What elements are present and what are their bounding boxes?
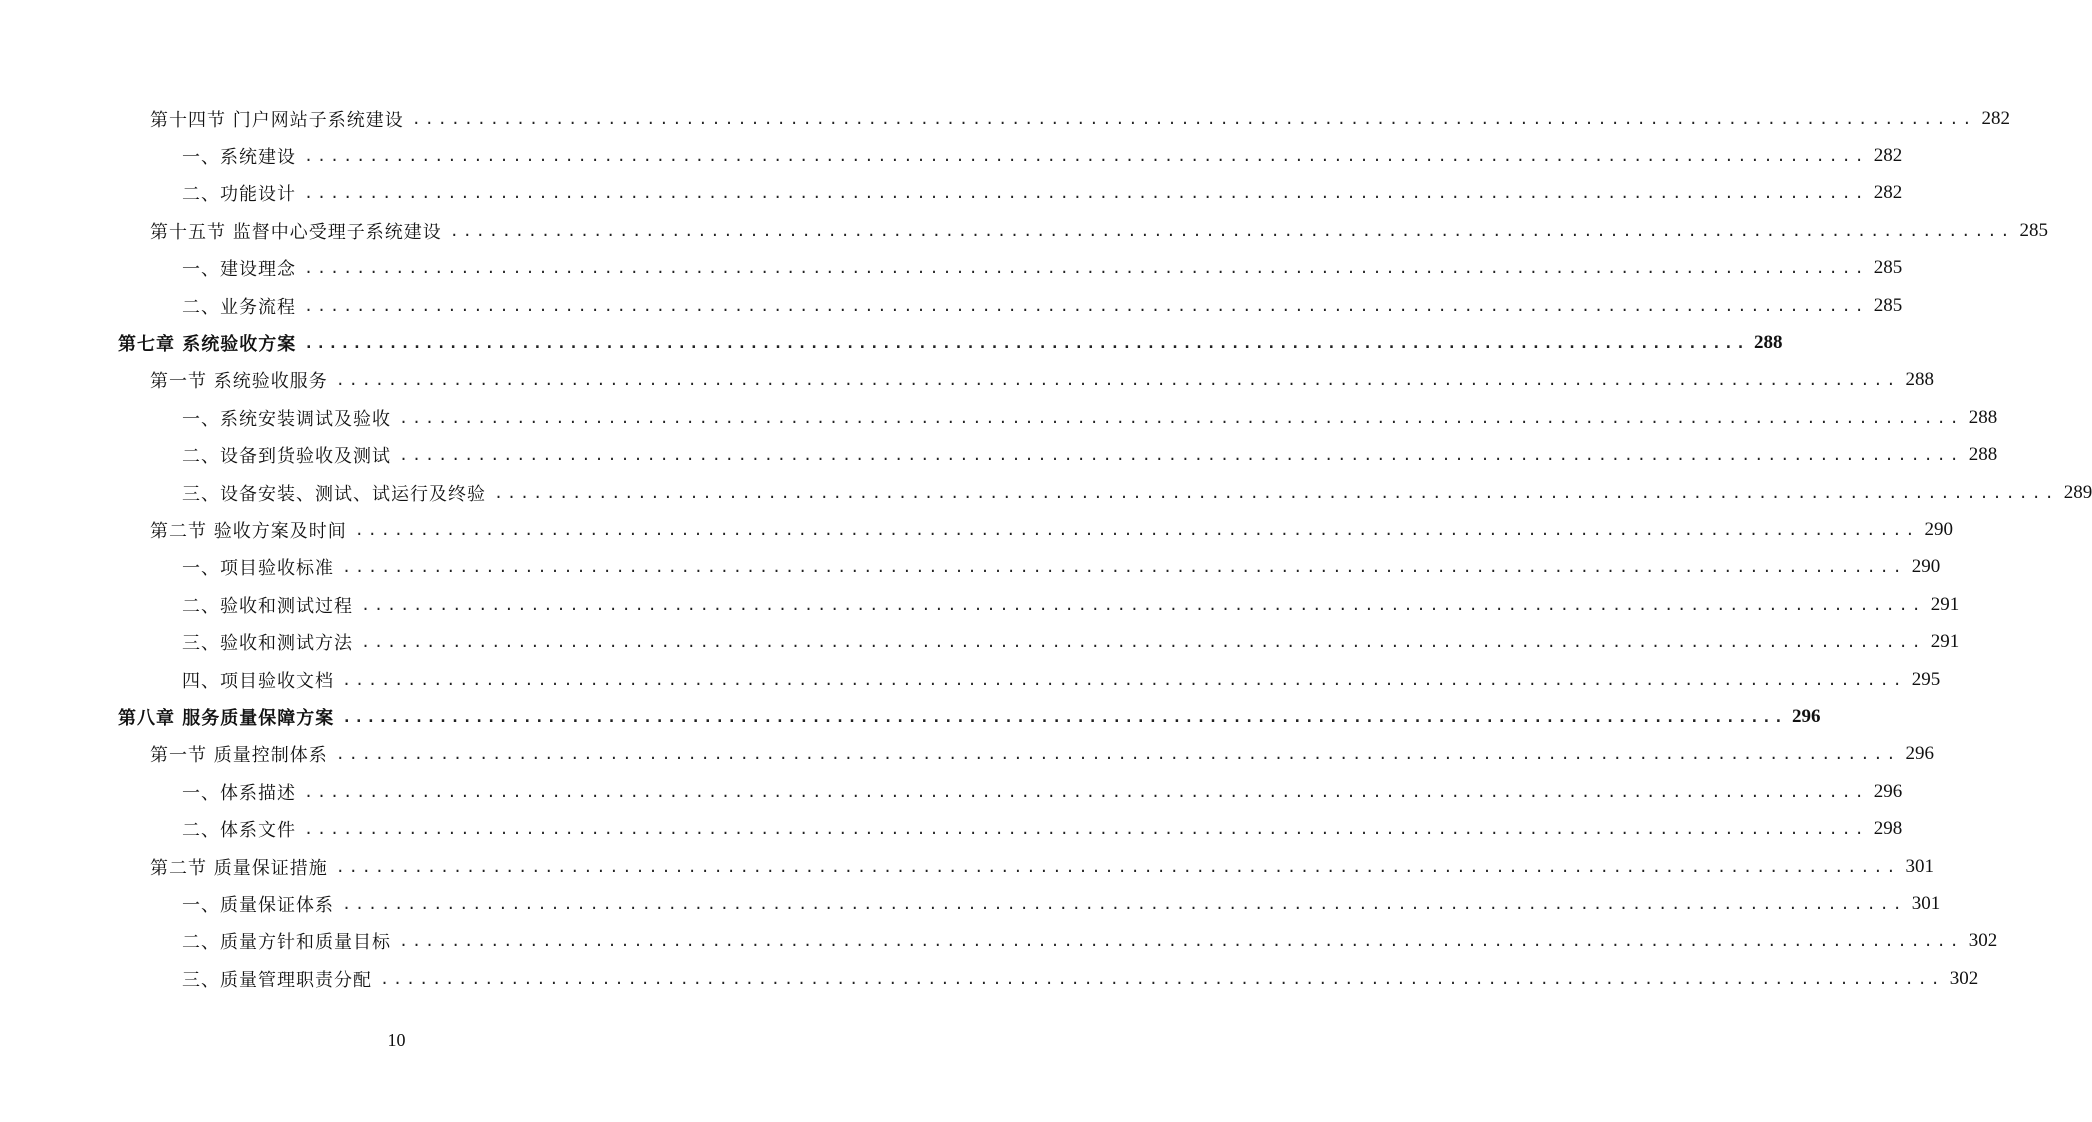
toc-entry[interactable]: [0, 250, 1903, 287]
toc-entry-page: 282: [1873, 182, 1903, 204]
toc-leader-dots: ........................................................................................................................: [342, 707, 1786, 726]
toc-entry-title: 一、系统建设: [182, 147, 296, 169]
toc-entry[interactable]: [0, 437, 1998, 474]
toc-entry[interactable]: [0, 960, 1979, 997]
toc-entry-title: 一、体系描述: [182, 782, 296, 804]
toc-entry-page: 295: [1911, 668, 1941, 690]
toc-leader-dots: ........................................................................................................................: [399, 446, 1963, 465]
toc-entry-title: 四、项目验收文档: [182, 670, 334, 692]
toc-leader-dots: ........................................................................................................................: [399, 408, 1963, 427]
toc-entry[interactable]: [0, 100, 2010, 137]
toc-entry-title: 第一节 质量控制体系: [150, 745, 328, 767]
toc-entry-page: 290: [1911, 556, 1941, 578]
toc-entry[interactable]: [0, 175, 1903, 212]
toc-entry-page: 282: [1981, 107, 2010, 129]
toc-entry[interactable]: [0, 511, 1953, 548]
table-of-contents: [0, 100, 2092, 997]
toc-leader-dots: ........................................................................................................................: [361, 633, 1925, 652]
toc-leader-dots: ........................................................................................................................: [335, 371, 1900, 390]
toc-entry-page: 288: [1968, 444, 1998, 466]
toc-entry-title: 第一节 系统验收服务: [150, 371, 328, 393]
toc-leader-dots: ........................................................................................................................: [354, 520, 1919, 539]
toc-leader-dots: ........................................................................................................................: [335, 745, 1900, 764]
toc-entry-title: 三、验收和测试方法: [182, 633, 353, 655]
toc-entry[interactable]: [0, 773, 1903, 810]
toc-leader-dots: ........................................................................................................................: [304, 184, 1868, 203]
toc-entry[interactable]: [0, 885, 1941, 922]
toc-leader-dots: ........................................................................................................................: [399, 932, 1963, 951]
toc-entry-page: 290: [1924, 518, 1953, 540]
toc-leader-dots: ........................................................................................................................: [304, 259, 1868, 278]
toc-entry[interactable]: [0, 698, 1821, 735]
toc-entry-page: 288: [1753, 332, 1783, 354]
toc-entry-title: 二、功能设计: [182, 184, 296, 206]
page-number: 10: [387, 1030, 406, 1050]
toc-leader-dots: ........................................................................................................................: [335, 857, 1900, 876]
toc-entry-title: 二、业务流程: [182, 296, 296, 318]
toc-entry-title: 一、建设理念: [182, 259, 296, 281]
toc-entry[interactable]: [0, 661, 1941, 698]
toc-leader-dots: ........................................................................................................................: [380, 969, 1944, 988]
toc-entry-page: 302: [1968, 930, 1998, 952]
toc-entry-title: 第二节 验收方案及时间: [150, 520, 347, 542]
toc-entry-title: 二、质量方针和质量目标: [182, 932, 391, 954]
toc-leader-dots: ........................................................................................................................: [304, 782, 1868, 801]
toc-entry[interactable]: [0, 848, 1934, 885]
toc-entry-title: 第十四节 门户网站子系统建设: [150, 109, 404, 131]
toc-entry-page: 288: [1968, 406, 1998, 428]
toc-entry[interactable]: [0, 736, 1934, 773]
toc-entry-page: 301: [1905, 855, 1934, 877]
toc-entry[interactable]: [0, 137, 1903, 174]
toc-entry[interactable]: [0, 549, 1941, 586]
toc-entry-page: 301: [1911, 892, 1941, 914]
toc-entry-page: 296: [1873, 780, 1903, 802]
toc-entry-page: 285: [2019, 219, 2048, 241]
toc-entry[interactable]: [0, 586, 1960, 623]
toc-entry-page: 296: [1791, 705, 1821, 727]
toc-leader-dots: ........................................................................................................................: [304, 147, 1868, 166]
toc-entry-title: 三、设备安装、测试、试运行及终验: [182, 483, 486, 505]
toc-entry-page: 298: [1873, 818, 1903, 840]
toc-entry-title: 一、项目验收标准: [182, 558, 334, 580]
toc-entry-page: 285: [1873, 257, 1903, 279]
toc-entry-page: 282: [1873, 145, 1903, 167]
toc-leader-dots: ........................................................................................................................: [304, 820, 1868, 839]
toc-entry[interactable]: [0, 212, 2048, 249]
toc-entry-title: 二、验收和测试过程: [182, 595, 353, 617]
toc-entry-page: 291: [1930, 593, 1960, 615]
toc-leader-dots: ........................................................................................................................: [342, 670, 1906, 689]
toc-entry[interactable]: [0, 810, 1903, 847]
toc-entry-page: 296: [1905, 743, 1934, 765]
toc-entry[interactable]: [0, 287, 1903, 324]
toc-leader-dots: ........................................................................................................................: [342, 558, 1906, 577]
toc-entry[interactable]: [0, 923, 1998, 960]
toc-leader-dots: ........................................................................................................................: [449, 221, 2014, 240]
toc-entry[interactable]: [0, 324, 1783, 361]
toc-entry[interactable]: [0, 362, 1934, 399]
toc-leader-dots: ........................................................................................................................: [342, 894, 1906, 913]
toc-entry-page: 288: [1905, 369, 1934, 391]
toc-leader-dots: ........................................................................................................................: [304, 334, 1748, 353]
toc-entry[interactable]: [0, 623, 1960, 660]
toc-entry-page: 291: [1930, 631, 1960, 653]
toc-entry-page: 302: [1949, 967, 1979, 989]
toc-entry-page: 289: [2063, 481, 2092, 503]
toc-entry[interactable]: [0, 399, 1998, 436]
toc-entry-title: 第七章 系统验收方案: [118, 334, 297, 356]
toc-leader-dots: ........................................................................................................................: [494, 483, 2058, 502]
toc-entry-title: 第八章 服务质量保障方案: [118, 707, 335, 729]
toc-leader-dots: ........................................................................................................................: [411, 109, 1976, 128]
toc-leader-dots: ........................................................................................................................: [304, 296, 1868, 315]
toc-entry-page: 285: [1873, 294, 1903, 316]
toc-leader-dots: ........................................................................................................................: [361, 595, 1925, 614]
toc-entry-title: 三、质量管理职责分配: [182, 969, 372, 991]
toc-entry-title: 第二节 质量保证措施: [150, 857, 328, 879]
toc-entry[interactable]: [0, 474, 2092, 511]
toc-entry-title: 二、设备到货验收及测试: [182, 446, 391, 468]
toc-entry-title: 二、体系文件: [182, 820, 296, 842]
toc-entry-title: 一、系统安装调试及验收: [182, 408, 391, 430]
toc-entry-title: 一、质量保证体系: [182, 894, 334, 916]
toc-entry-title: 第十五节 监督中心受理子系统建设: [150, 221, 442, 243]
